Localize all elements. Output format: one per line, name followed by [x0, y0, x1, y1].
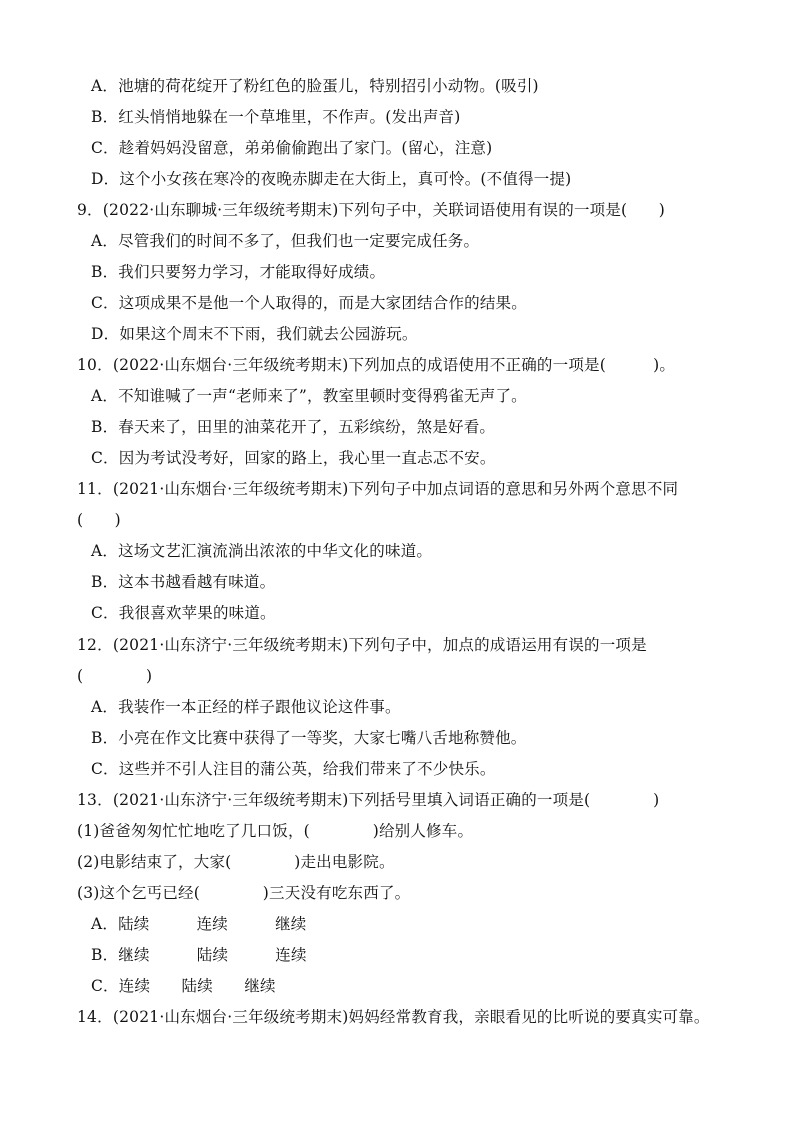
q9-option-a: A．尽管我们的时间不多了，但我们也一定要完成任务。: [91, 232, 480, 250]
q10-stem: 10．(2022·山东烟台·三年级统考期末)下列加点的成语使用不正确的一项是( )。: [77, 356, 676, 374]
q12-option-c: C．这些并不引人注目的蒲公英，给我们带来了不少快乐。: [91, 760, 496, 778]
q10-option-c: C．因为考试没考好，回家的路上，我心里一直忐忑不安。: [91, 449, 496, 467]
q13-sub-2: (2)电影结束了，大家( )走出电影院。: [77, 853, 395, 871]
q11-stem: 11．(2021·山东烟台·三年级统考期末)下列句子中加点词语的意思和另外两个意思不同: [77, 480, 679, 498]
q13-sub-1: (1)爸爸匆匆忙忙地吃了几口饭，( )给别人修车。: [77, 822, 474, 840]
q11-option-b: B．这本书越看越有味道。: [91, 573, 276, 591]
q9-option-c: C．这项成果不是他一个人取得的，而是大家团结合作的结果。: [91, 294, 527, 312]
q14-stem: 14．(2021·山东烟台·三年级统考期末)妈妈经常教育我，亲眼看见的比听说的要真实可靠。: [77, 1008, 710, 1026]
q9-option-d: D．如果这个周末不下雨，我们就去公园游玩。: [91, 325, 418, 343]
q13-option-b: B．继续 陆续 连续: [91, 946, 307, 964]
q12-stem: 12．(2021·山东济宁·三年级统考期末)下列句子中，加点的成语运用有误的一项是: [77, 636, 647, 654]
q13-option-c: C．连续 陆续 继续: [91, 977, 276, 995]
q8-option-c: C．趁着妈妈没留意，弟弟偷偷跑出了家门。(留心，注意): [91, 139, 493, 157]
q12-option-b: B．小亮在作文比赛中获得了一等奖，大家七嘴八舌地称赞他。: [91, 729, 527, 747]
q8-option-d: D．这个小女孩在寒冷的夜晚赤脚走在大街上，真可怜。(不值得一提): [91, 170, 572, 188]
q11-option-a: A．这场文艺汇演流淌出浓浓的中华文化的味道。: [91, 542, 433, 560]
q10-option-b: B．春天来了，田里的油菜花开了，五彩缤纷，煞是好看。: [91, 418, 496, 436]
q13-stem: 13．(2021·山东济宁·三年级统考期末)下列括号里填入词语正确的一项是( ): [77, 791, 660, 809]
q8-option-a: A．池塘的荷花绽开了粉红色的脸蛋儿，特别招引小动物。(吸引): [91, 77, 539, 95]
q9-option-b: B．我们只要努力学习，才能取得好成绩。: [91, 263, 386, 281]
q12-answer-blank: ( ): [77, 667, 153, 685]
q12-option-a: A．我装作一本正经的样子跟他议论这件事。: [91, 698, 401, 716]
q8-option-b: B．红头悄悄地躲在一个草堆里，不作声。(发出声音): [91, 108, 461, 126]
q13-sub-3: (3)这个乞丐已经( )三天没有吃东西了。: [77, 884, 411, 902]
q13-option-a: A．陆续 连续 继续: [91, 915, 307, 933]
q10-option-a: A．不知谁喊了一声“老师来了”，教室里顿时变得鸦雀无声了。: [91, 387, 527, 405]
q11-answer-blank: ( ): [77, 511, 121, 529]
q9-stem: 9．(2022·山东聊城·三年级统考期末)下列句子中，关联词语使用有误的一项是( ): [77, 201, 665, 219]
q11-option-c: C．我很喜欢苹果的味道。: [91, 604, 276, 622]
